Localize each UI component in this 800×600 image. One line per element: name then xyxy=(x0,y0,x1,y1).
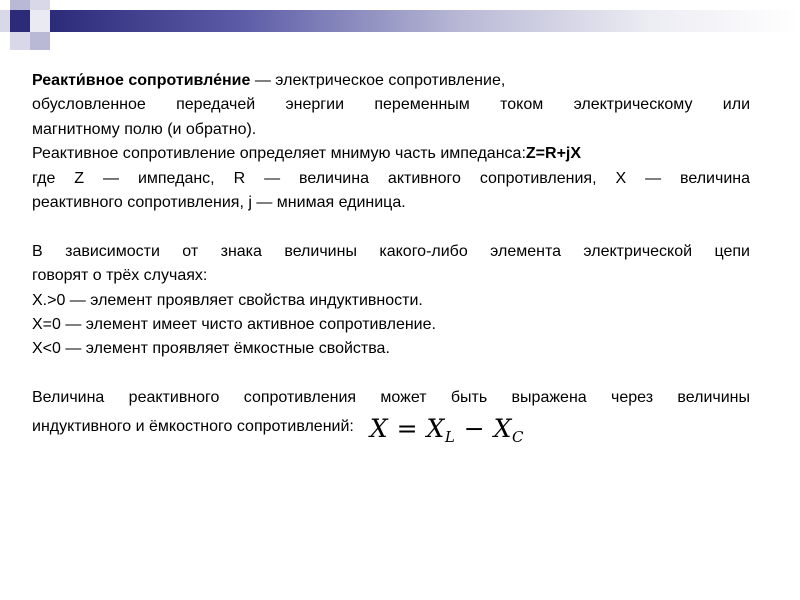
impedance-line-1 xyxy=(32,142,750,166)
formula-lhs: X xyxy=(369,413,389,443)
reactance-expression-line-1: Величина реактивного сопротивления может быть выражена через величины xyxy=(32,389,750,407)
formula-sub-c: C xyxy=(511,427,524,446)
header-gradient-bar xyxy=(50,10,800,32)
spacer xyxy=(32,215,750,239)
spacer xyxy=(32,362,750,386)
reactance-formula xyxy=(369,413,524,449)
paragraph-definition-line-3: магнитному полю (и обратно). xyxy=(32,120,257,138)
corner-square xyxy=(30,0,50,10)
case-capacitive: X<0 — элемент проявляет ёмкостные свойства. xyxy=(32,340,390,358)
formula-sub-l: L xyxy=(444,427,456,446)
corner-square xyxy=(30,32,50,50)
formula-xc: X xyxy=(493,413,512,443)
impedance-formula: Z=R+jX xyxy=(525,145,582,163)
cases-line-2: говорят о трёх случаях: xyxy=(32,267,208,285)
formula-minus: − xyxy=(455,413,494,443)
slide-body xyxy=(32,69,750,446)
formula-equals: = xyxy=(388,413,427,443)
corner-square xyxy=(10,32,30,50)
case-inductive: X.>0 — элемент проявляет свойства индуктивности. xyxy=(32,291,423,309)
paragraph-definition-line-2: обусловленное передачей энергии переменным током электрическому или xyxy=(32,96,750,114)
corner-square xyxy=(30,10,50,32)
corner-square xyxy=(0,10,10,32)
cases-line-1: В зависимости от знака величины какого-либо элемента электрической цепи xyxy=(32,242,750,260)
corner-square xyxy=(10,10,30,32)
impedance-line-3: реактивного сопротивления, j — мнимая единица. xyxy=(32,194,406,212)
term-reactance: Реакти́вное сопротивле́ние xyxy=(32,72,251,89)
formula-xl: X xyxy=(426,413,445,443)
impedance-line-2: где Z — импеданс, R — величина активного сопротивления, X — величина xyxy=(32,169,750,187)
reactance-expression-line-2 xyxy=(32,411,750,446)
corner-square xyxy=(10,0,30,10)
impedance-text: Реактивное сопротивление определяет мнимую часть импеданса: xyxy=(32,145,526,163)
case-resistive: X=0 — элемент имеет чисто активное сопротивление. xyxy=(32,316,436,334)
paragraph-definition-line-1 xyxy=(32,69,750,93)
definition-text: — электрическое сопротивление, xyxy=(250,72,506,89)
reactance-expression-text: индуктивного и ёмкостного сопротивлений: xyxy=(32,417,354,435)
